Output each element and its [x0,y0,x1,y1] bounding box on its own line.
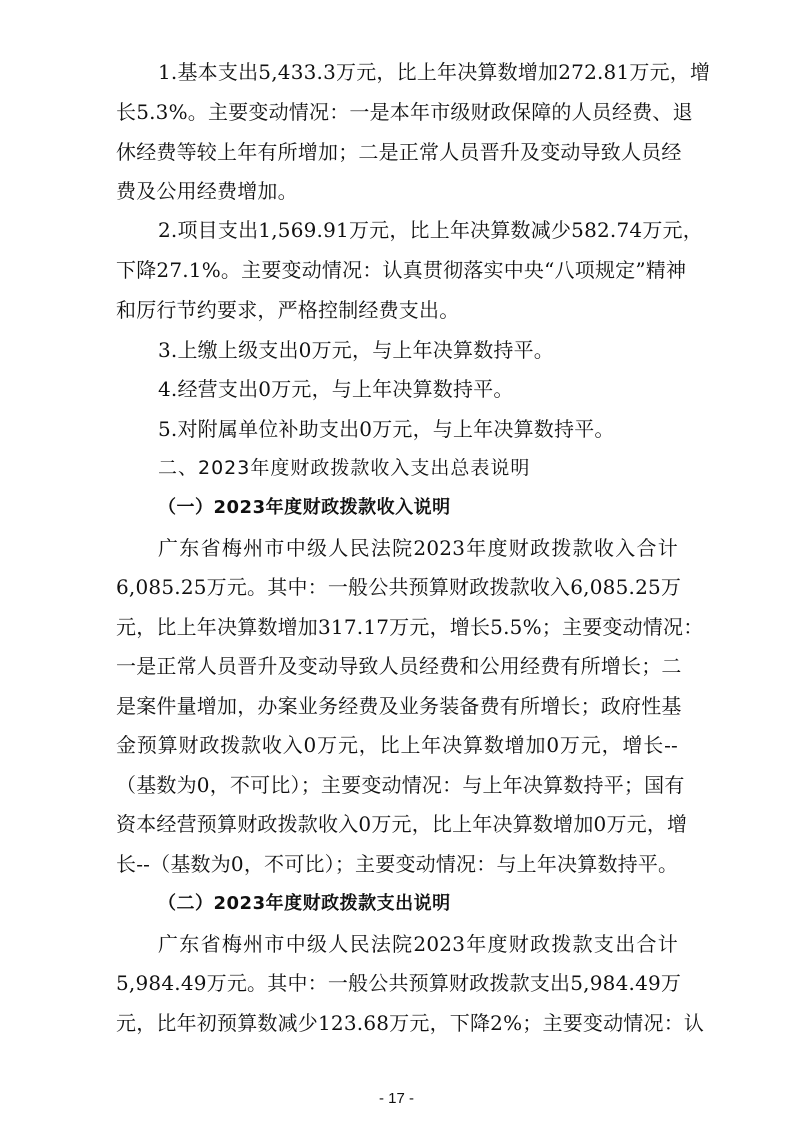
paragraph-line: 金预算财政拨款收入0万元，比上年决算数增加0万元，增长-- [116,733,678,757]
paragraph-line-business-expenditure: 4.经营支出0万元，与上年决算数持平。 [158,377,514,401]
subsection-heading-income: （一）2023年度财政拨款收入说明 [158,497,451,518]
paragraph-line: 元，比上年决算数增加317.17万元，增长5.5%；主要变动情况： [116,615,704,639]
paragraph-line: 长5.3%。主要变动情况：一是本年市级财政保障的人员经费、退 [116,100,693,124]
subsection-heading-expenditure: （二）2023年度财政拨款支出说明 [158,893,451,914]
page-number: - 17 - [378,1090,414,1107]
paragraph-line: 一是正常人员晋升及变动导致人员经费和公用经费有所增长；二 [116,654,682,678]
paragraph-line: 下降27.1%。主要变动情况：认真贯彻落实中央“八项规定”精神 [116,258,687,282]
paragraph-line-upper-level-payment: 3.上缴上级支出0万元，与上年决算数持平。 [158,338,555,362]
paragraph-line-expenditure-total: 广东省梅州市中级人民法院2023年度财政拨款支出合计 [158,932,678,956]
paragraph-line: 休经费等较上年有所增加；二是正常人员晋升及变动导致人员经 [116,140,682,164]
paragraph-line: 费及公用经费增加。 [116,179,298,203]
paragraph-line-basic-expenditure: 1.基本支出5,433.3万元，比上年决算数增加272.81万元，增 [158,60,711,84]
paragraph-line: 和厉行节约要求，严格控制经费支出。 [116,298,460,322]
paragraph-line-subsidiary-subsidy: 5.对附属单位补助支出0万元，与上年决算数持平。 [158,417,615,441]
paragraph-line: 长--（基数为0，不可比）；主要变动情况：与上年决算数持平。 [116,852,679,876]
paragraph-line-income-total: 广东省梅州市中级人民法院2023年度财政拨款收入合计 [158,536,678,560]
section-heading: 二、2023年度财政拨款收入支出总表说明 [158,457,531,479]
paragraph-line: 是案件量增加，办案业务经费及业务装备费有所增长；政府性基 [116,694,682,718]
paragraph-line: 资本经营预算财政拨款收入0万元，比上年决算数增加0万元，增 [116,812,688,836]
paragraph-line: 5,984.49万元。其中：一般公共预算财政拨款支出5,984.49万 [116,971,682,995]
paragraph-line: 6,085.25万元。其中：一般公共预算财政拨款收入6,085.25万 [116,575,682,599]
paragraph-line-project-expenditure: 2.项目支出1,569.91万元，比上年决算数减少582.74万元， [158,218,703,242]
paragraph-line: （基数为0，不可比）；主要变动情况：与上年决算数持平；国有 [116,773,685,797]
paragraph-line: 元，比年初预算数减少123.68万元，下降2%；主要变动情况：认 [116,1011,705,1035]
